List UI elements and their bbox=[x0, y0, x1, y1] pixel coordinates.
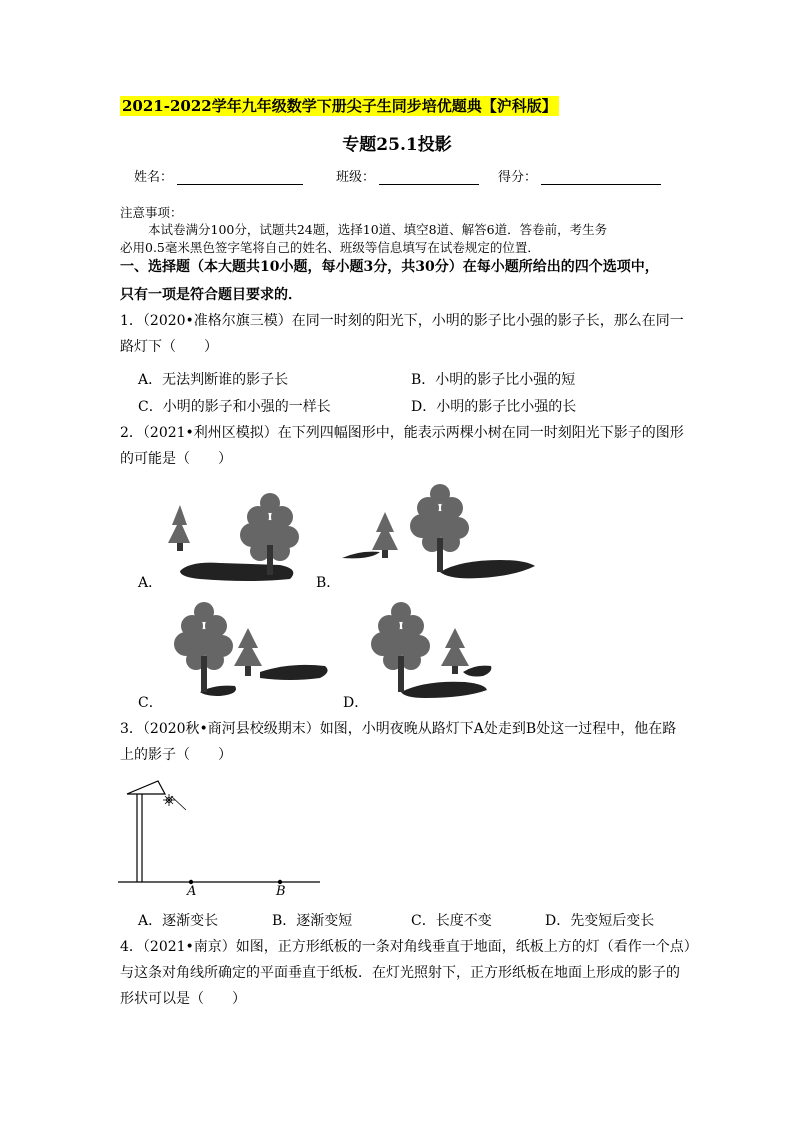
class-label: 班级： bbox=[336, 170, 376, 185]
score-blank[interactable] bbox=[541, 170, 661, 185]
q4-stem-line-3: 形状可以是（ ） bbox=[120, 991, 246, 1007]
q2-figure-d[interactable] bbox=[365, 598, 505, 700]
q3-option-b[interactable]: B．逐渐变短 bbox=[272, 913, 353, 929]
q2-stem-line-1: 2．（2021•利州区模拟）在下列四幅图形中，能表示两棵小树在同一时刻阳光下影子的图形 bbox=[120, 425, 684, 441]
q2-label-c[interactable]: C． bbox=[138, 695, 163, 711]
class-blank[interactable] bbox=[379, 170, 479, 185]
q3-stem-line-1: 3．（2020秋•商河县校级期末）如图，小明夜晚从路灯下A处走到B处这一过程中，他在路 bbox=[120, 721, 677, 737]
name-field[interactable] bbox=[134, 166, 303, 185]
score-label: 得分： bbox=[498, 170, 538, 185]
page-title: 专题25.1投影 bbox=[342, 135, 452, 155]
q3-point-a-label: A bbox=[187, 884, 197, 899]
q1-option-c[interactable]: C．小明的影子和小强的一样长 bbox=[138, 399, 331, 415]
name-blank[interactable] bbox=[177, 170, 303, 185]
q3-option-a[interactable]: A．逐渐变长 bbox=[138, 913, 219, 929]
q3-option-c[interactable]: C．长度不变 bbox=[411, 913, 492, 929]
notice-heading: 注意事项： bbox=[120, 205, 183, 220]
notice-line-2: 必用0.5毫米黑色签字笔将自己的姓名、班级等信息填写在试卷规定的位置． bbox=[120, 240, 540, 255]
q2-figure-a[interactable] bbox=[160, 485, 310, 585]
q2-figure-b[interactable] bbox=[340, 480, 540, 585]
q2-label-d[interactable]: D． bbox=[343, 695, 369, 711]
q1-option-a[interactable]: A．无法判断谁的影子长 bbox=[138, 372, 289, 388]
score-field[interactable] bbox=[498, 166, 661, 185]
name-label: 姓名： bbox=[134, 170, 174, 185]
q3-stem-line-2: 上的影子（ ） bbox=[120, 747, 232, 763]
document-banner: 2021-2022学年九年级数学下册尖子生同步培优题典【沪科版】 bbox=[122, 97, 557, 115]
q1-option-b[interactable]: B．小明的影子比小强的短 bbox=[411, 372, 576, 388]
q2-stem-line-2: 的可能是（ ） bbox=[120, 451, 232, 467]
q3-point-b-label: B bbox=[276, 884, 286, 899]
q3-street-lamp-figure bbox=[118, 778, 328, 898]
class-field[interactable] bbox=[336, 166, 479, 185]
q2-label-b[interactable]: B． bbox=[316, 575, 341, 591]
section-heading-line-1: 一、选择题（本大题共10小题，每小题3分，共30分）在每小题所给出的四个选项中， bbox=[120, 259, 659, 275]
q1-stem-line-2: 路灯下（ ） bbox=[120, 339, 218, 355]
q3-option-d[interactable]: D．先变短后变长 bbox=[545, 913, 655, 929]
q4-stem-line-1: 4．（2021•南京）如图，正方形纸板的一条对角线垂直于地面，纸板上方的灯（看作一个点） bbox=[120, 939, 698, 955]
section-heading-line-2: 只有一项是符合题目要求的． bbox=[120, 287, 302, 303]
q1-stem-line-1: 1．（2020•准格尔旗三模）在同一时刻的阳光下，小明的影子比小强的影子长，那么在同一 bbox=[120, 313, 684, 329]
q4-stem-line-2: 与这条对角线所确定的平面垂直于纸板．在灯光照射下，正方形纸板在地面上形成的影子的 bbox=[120, 965, 680, 981]
q2-figure-c[interactable] bbox=[160, 598, 335, 700]
q1-option-d[interactable]: D．小明的影子比小强的长 bbox=[411, 399, 577, 415]
q2-label-a[interactable]: A． bbox=[138, 575, 163, 591]
notice-line-1: 本试卷满分100分，试题共24题，选择10道、填空8道、解答6道．答卷前，考生务 bbox=[148, 222, 608, 237]
